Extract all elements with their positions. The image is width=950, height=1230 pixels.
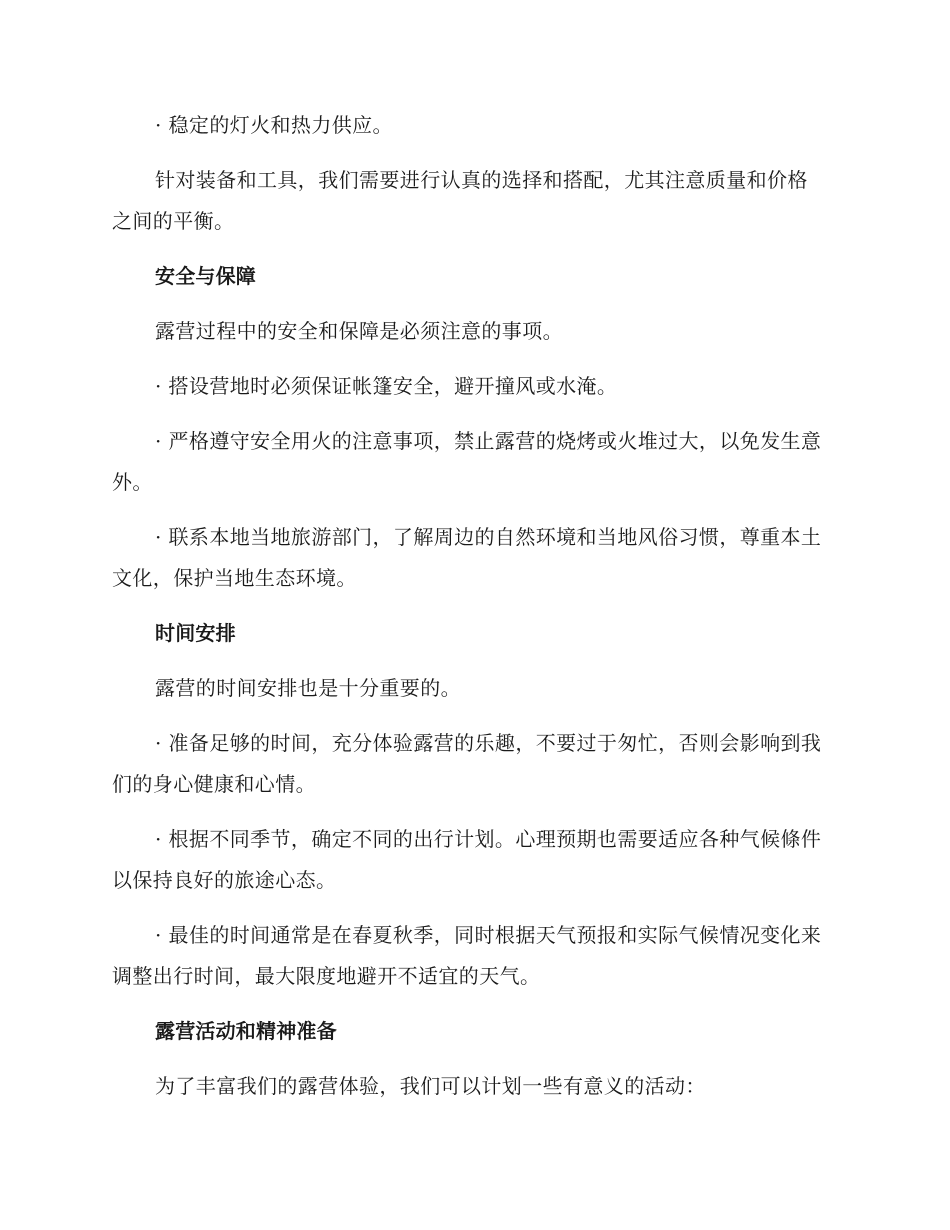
bullet-enough-time: · 准备足够的时间，充分体验露营的乐趣，不要过于匆忙，否则会影响到我们的身心健康和心情。 xyxy=(112,731,822,796)
bullet-fire-safety: · 严格遵守安全用火的注意事项，禁止露营的烧烤或火堆过大，以免发生意外。 xyxy=(112,429,822,494)
heading-schedule: 时间安排 xyxy=(155,621,236,645)
para-activities-intro: 为了丰富我们的露营体验，我们可以计划一些有意义的活动： xyxy=(155,1074,706,1098)
bullet-season-plan: · 根据不同季节，确定不同的出行计划。心理预期也需要适应各种气候條件以保持良好的旅途心态。 xyxy=(112,827,822,892)
heading-activities: 露营活动和精神准备 xyxy=(155,1019,337,1043)
bullet-tent-safety: · 搭设营地时必须保证帐篷安全，避开撞风或水淹。 xyxy=(155,374,618,398)
bullet-stable-light-heat: · 稳定的灯火和热力供应。 xyxy=(155,113,393,137)
para-safety-intro: 露营过程中的安全和保障是必须注意的事项。 xyxy=(155,319,563,343)
heading-safety: 安全与保障 xyxy=(155,264,256,288)
document-page xyxy=(112,105,828,1107)
bullet-best-time: · 最佳的时间通常是在春夏秋季，同时根据天气预报和实际气候情况变化来调整出行时间，最大限度地避开不适宜的天气。 xyxy=(112,923,822,988)
para-schedule-intro: 露营的时间安排也是十分重要的。 xyxy=(155,676,461,700)
para-equipment-selection: 针对装备和工具，我们需要进行认真的选择和搭配，尤其注意质量和价格之间的平衡。 xyxy=(112,168,808,233)
bullet-local-culture: · 联系本地当地旅游部门，了解周边的自然环境和当地风俗习惯，尊重本土文化，保护当地生态环境。 xyxy=(112,525,822,590)
